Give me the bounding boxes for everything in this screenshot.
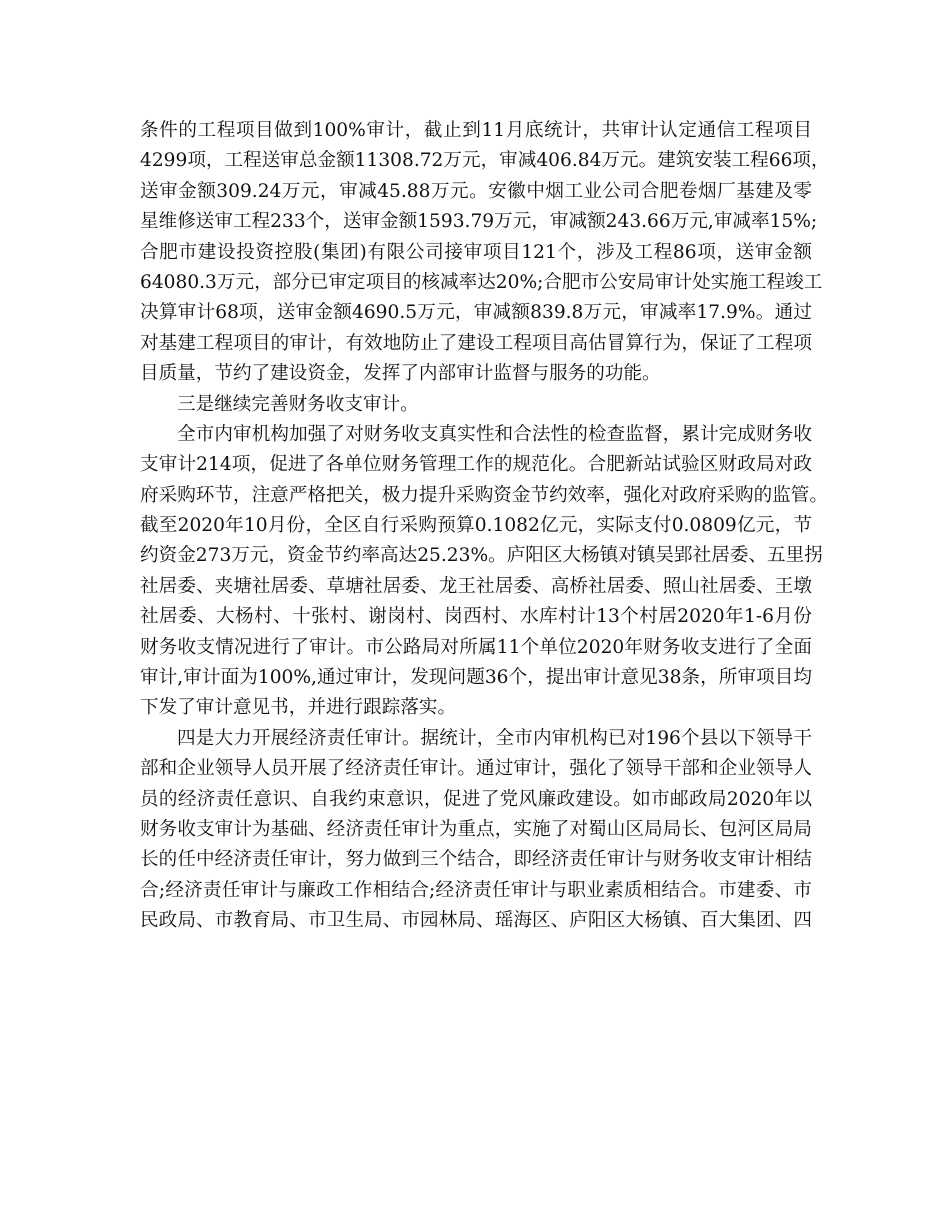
- text-line: 合肥市建设投资控股(集团)有限公司接审项目121个，涉及工程86项，送审金额: [140, 241, 812, 263]
- text-line: 目质量，节约了建设资金，发挥了内部审计监督与服务的功能。: [140, 363, 661, 385]
- text-line: 决算审计68项，送审金额4690.5万元，审减额839.8万元，审减率17.9%。通过: [140, 302, 812, 324]
- text-line: 64080.3万元，部分已审定项目的核减率达20%;合肥市公安局审计处实施工程竣工: [140, 271, 823, 293]
- document-page: [140, 116, 830, 937]
- text-line: 星维修送审工程233个，送审金额1593.79万元，审减额243.66万元,审减率15%;: [140, 211, 818, 233]
- text-line: 长的任中经济责任审计，努力做到三个结合，即经济责任审计与财务收支审计相结: [140, 849, 812, 871]
- text-line: 民政局、市教育局、市卫生局、市园林局、瑶海区、庐阳区大杨镇、百大集团、四: [140, 910, 812, 932]
- text-line: 4299项，工程送审总金额11308.72万元，审减406.84万元。建筑安装工程66项，: [140, 150, 830, 172]
- text-line: 支审计214项，促进了各单位财务管理工作的规范化。合肥新站试验区财政局对政: [140, 454, 812, 476]
- text-line: 审计,审计面为100%,通过审计，发现问题36个，提出审计意见38条，所审项目均: [140, 667, 812, 689]
- text-line: 截至2020年10月份，全区自行采购预算0.1082亿元，实际支付0.0809亿元，节: [140, 515, 812, 537]
- text-line: 员的经济责任意识、自我约束意识，促进了党风廉政建设。如市邮政局2020年以: [140, 788, 812, 810]
- text-line: 条件的工程项目做到100%审计，截止到11月底统计，共审计认定通信工程项目: [140, 120, 812, 141]
- paragraph-1: [140, 116, 830, 390]
- text-line: 府采购环节，注意严格把关，极力提升采购资金节约效率，强化对政府采购的监管。: [140, 484, 828, 506]
- text-line: 财务收支审计为基础、经济责任审计为重点，实施了对蜀山区局局长、包河区局局: [140, 818, 812, 840]
- text-line: 财务收支情况进行了审计。市公路局对所属11个单位2020年财务收支进行了全面: [140, 636, 812, 658]
- text-line: 送审金额309.24万元，审减45.88万元。安徽中烟工业公司合肥卷烟厂基建及零: [140, 180, 812, 202]
- text-line: 部和企业领导人员开展了经济责任审计。通过审计，强化了领导干部和企业领导人: [140, 758, 812, 780]
- paragraph-3: [140, 724, 812, 937]
- text-line: 全市内审机构加强了对财务收支真实性和合法性的检查监督，累计完成财务收: [177, 423, 812, 445]
- text-line: 对基建工程项目的审计，有效地防止了建设工程项目高估冒算行为，保证了工程项: [140, 332, 812, 354]
- text-line: 约资金273万元，资金节约率高达25.23%。庐阳区大杨镇对镇吴郢社居委、五里拐: [140, 545, 823, 567]
- text-line: 三是继续完善财务收支审计。: [177, 393, 419, 415]
- text-line: 四是大力开展经济责任审计。据统计，全市内审机构已对196个县以下领导干: [177, 727, 812, 749]
- text-line: 社居委、大杨村、十张村、谢岗村、岗西村、水库村计13个村居2020年1-6月份: [140, 606, 812, 628]
- text-line: 下发了审计意见书，并进行跟踪落实。: [140, 697, 457, 719]
- text-line: 合;经济责任审计与廉政工作相结合;经济责任审计与职业素质相结合。市建委、市: [140, 879, 812, 901]
- text-line: 社居委、夹塘社居委、草塘社居委、龙王社居委、高桥社居委、照山社居委、王墩: [140, 575, 812, 597]
- paragraph-2: [140, 420, 828, 724]
- section-heading-3: [140, 390, 812, 420]
